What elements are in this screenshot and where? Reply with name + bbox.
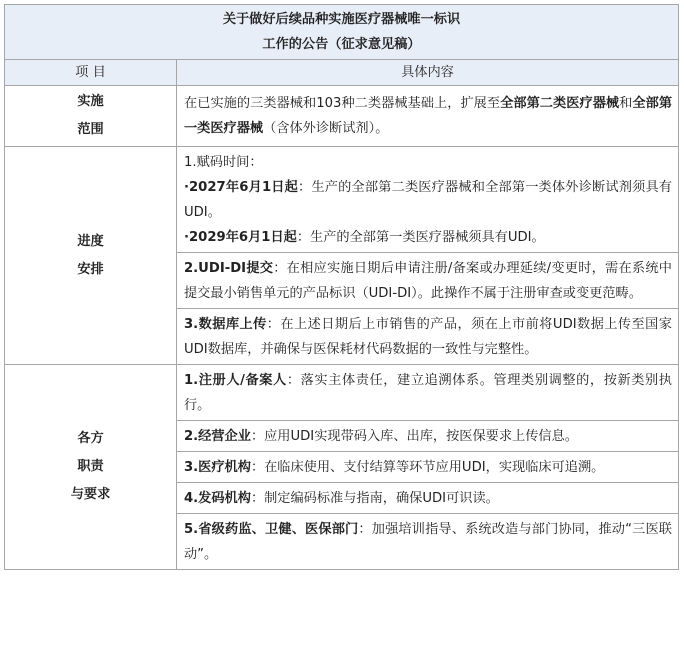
schedule-sub-1-date: ·2027年6月1日起	[184, 180, 299, 195]
schedule-sub-2	[184, 225, 672, 250]
scope-bold-a: 全部第二类医疗器械	[500, 96, 620, 111]
schedule-label-line-2: 安排	[77, 261, 104, 277]
schedule-label	[5, 147, 177, 365]
schedule-item-3-heading: 3.数据库上传	[184, 317, 267, 332]
scope-text-a: 在已实施的三类器械和103种二类器械基础上，扩展至	[184, 96, 501, 111]
duty-item-2-text: ：应用UDI实现带码入库、出库，按医保要求上传信息。	[250, 429, 578, 444]
duty-item-2-heading: 2.经营企业	[184, 429, 251, 444]
duty-item-1	[177, 365, 679, 421]
duties-label-line-2: 职责	[77, 459, 104, 474]
scope-text-b: 和	[619, 96, 633, 111]
schedule-item-2-heading: 2.UDI-DI提交	[184, 261, 274, 276]
schedule-item-1	[177, 147, 679, 253]
duty-item-4-heading: 4.发码机构	[184, 491, 251, 506]
duty-item-5-heading: 5.省级药监、卫健、医保部门	[184, 522, 359, 537]
title-line-1: 关于做好后续品种实施医疗器械唯一标识	[222, 12, 461, 27]
duties-label	[5, 365, 177, 570]
scope-content	[177, 86, 679, 147]
schedule-sub-1	[184, 175, 672, 225]
title-line-2: 工作的公告（征求意见稿）	[262, 37, 421, 52]
duty-item-3-heading: 3.医疗机构	[184, 460, 251, 475]
header-item: 项 目	[5, 60, 177, 86]
scope-label-line-2: 范围	[77, 122, 104, 137]
schedule-label-line-1: 进度	[77, 233, 104, 249]
duty-item-3-text: ：在临床使用、支付结算等环节应用UDI，实现临床可追溯。	[250, 460, 605, 475]
duty-item-2	[177, 421, 679, 452]
scope-label	[5, 86, 177, 147]
duty-item-1-text: ：落实主体责任，建立追溯体系。管理类别调整的，按新类别执行。	[184, 373, 672, 413]
scope-bold-b: 全部第一类医疗器械	[184, 96, 673, 136]
scope-text-c: （含体外诊断试剂）。	[263, 121, 389, 136]
schedule-item-2	[177, 253, 679, 309]
header-content: 具体内容	[177, 60, 679, 86]
table-title	[5, 5, 679, 60]
duty-item-4	[177, 483, 679, 514]
schedule-item-3	[177, 309, 679, 365]
udi-notice-table	[4, 4, 679, 570]
scope-label-line-1: 实施	[77, 94, 104, 109]
schedule-item-1-heading: 1.赋码时间：	[184, 155, 263, 170]
duties-label-line-3: 与要求	[70, 487, 111, 502]
schedule-item-3-text: ：在上述日期后上市销售的产品，须在上市前将UDI数据上传至国家UDI数据库，并确保与医保耗材代码数据的一致性与完整性。	[184, 317, 672, 357]
schedule-item-2-text: ：在相应实施日期后申请注册/备案或办理延续/变更时，需在系统中提交最小销售单元的产品标识（UDI-DI）。此操作不属于注册审查或变更范畴。	[184, 261, 672, 301]
duty-item-5-text: ：加强培训指导、系统改造与部门协同，推动“三医联动”。	[184, 522, 672, 562]
duty-item-3	[177, 452, 679, 483]
schedule-sub-2-date: ·2029年6月1日起	[184, 230, 297, 245]
duty-item-1-heading: 1.注册人/备案人	[184, 373, 287, 388]
duties-label-line-1: 各方	[77, 431, 104, 446]
duty-item-4-text: ：制定编码标准与指南，确保UDI可识读。	[250, 491, 499, 506]
schedule-sub-1-text: ：生产的全部第二类医疗器械和全部第一类体外诊断试剂须具有UDI。	[184, 180, 672, 220]
duty-item-5	[177, 514, 679, 570]
schedule-sub-2-text: ：生产的全部第一类医疗器械须具有UDI。	[296, 230, 545, 245]
